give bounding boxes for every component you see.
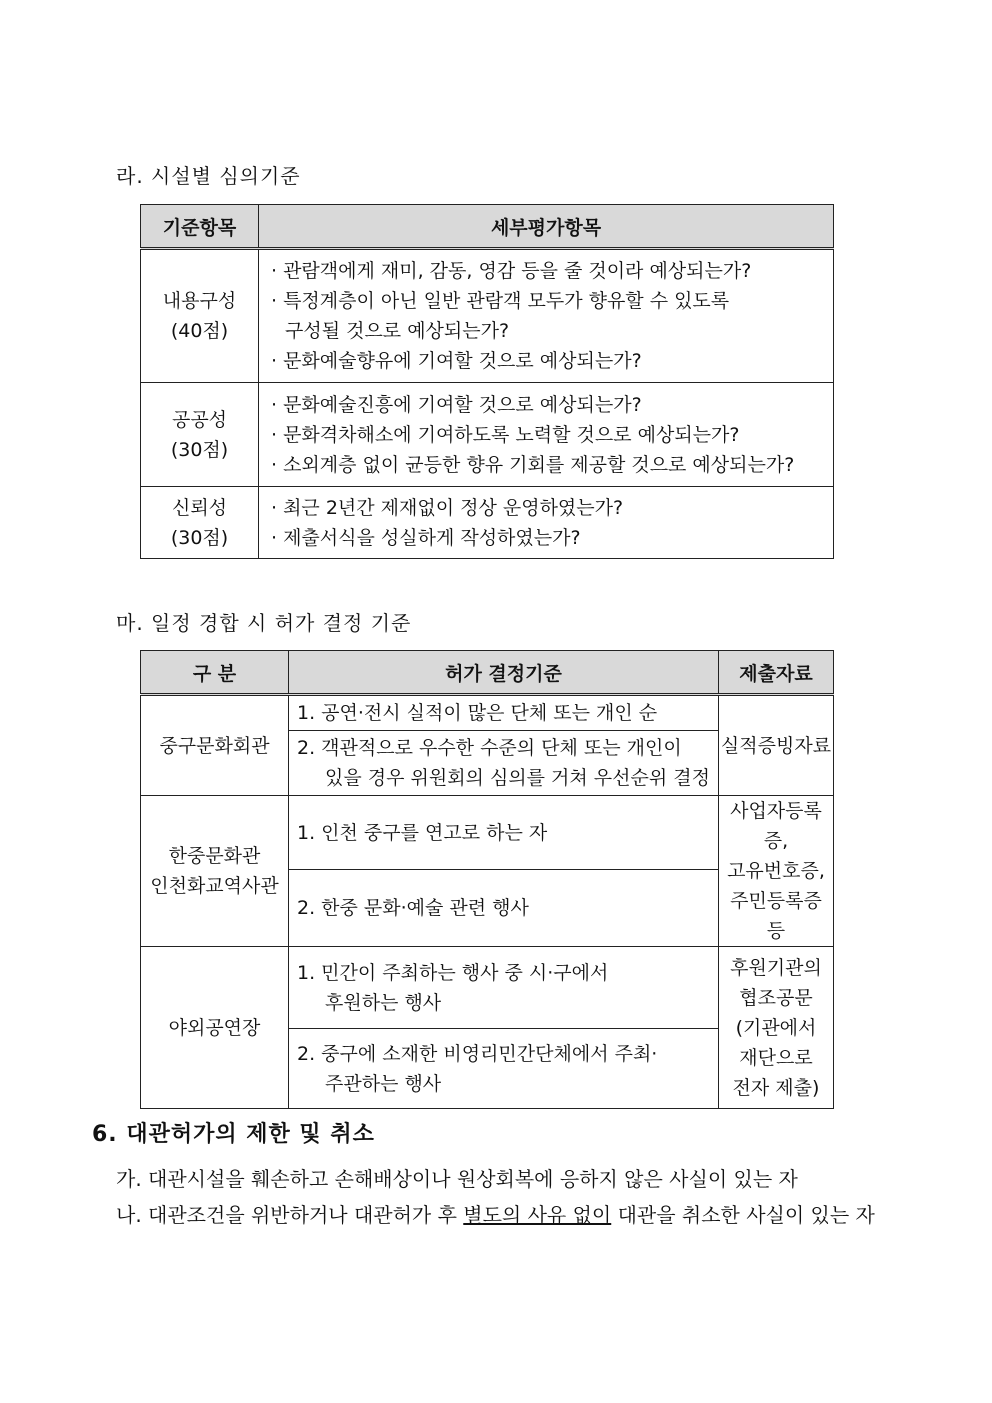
required-documents: 실적증빙자료 <box>718 695 833 796</box>
column-header: 제출자료 <box>718 651 833 695</box>
review-criteria-table <box>140 204 834 559</box>
criteria-item: 내용구성 (40점) <box>141 249 259 383</box>
decision-criterion: 2. 중구에 소재한 비영리민간단체에서 주최· 주관하는 행사 <box>289 1029 719 1109</box>
table-row <box>141 249 834 383</box>
required-documents: 후원기관의 협조공문 (기관에서 재단으로 전자 제출) <box>718 947 833 1109</box>
section-heading-6: 6. 대관허가의 제한 및 취소 <box>92 1122 375 1147</box>
paragraph-na: 나. 대관조건을 위반하거나 대관허가 후 별도의 사유 없이 대관을 취소한 사실이 있는 자 <box>116 1203 875 1227</box>
decision-criterion: 2. 객관적으로 우수한 수준의 단체 또는 개인이 있을 경우 위원회의 심의를 거쳐 우선순위 결정 <box>289 731 719 796</box>
table-row <box>141 487 834 559</box>
section-title-ra: 라. 시설별 심의기준 <box>116 164 301 188</box>
table-row <box>141 796 834 870</box>
criteria-details: · 관람객에게 재미, 감동, 영감 등을 줄 것이라 예상되는가? · 특정계층이 아닌 일반 관람객 모두가 향유할 수 있도록 구성될 것으로 예상되는가? · 문화예술향유에 기여할 것으로 예상되는가? <box>259 249 834 383</box>
required-documents: 사업자등록증, 고유번호증, 주민등록증 등 <box>718 796 833 947</box>
criteria-item: 공공성 (30점) <box>141 383 259 487</box>
section-title-ma: 마. 일정 경합 시 허가 결정 기준 <box>116 611 412 635</box>
criteria-details: · 문화예술진흥에 기여할 것으로 예상되는가? · 문화격차해소에 기여하도록 노력할 것으로 예상되는가? · 소외계층 없이 균등한 향유 기회를 제공할 것으로 예상되는가? <box>259 383 834 487</box>
column-header: 구 분 <box>141 651 289 695</box>
table-row <box>141 383 834 487</box>
underlined-text: 별도의 사유 없이 <box>463 1203 612 1227</box>
facility-name: 야외공연장 <box>141 947 289 1109</box>
table-row <box>141 947 834 1029</box>
criteria-item: 신뢰성 (30점) <box>141 487 259 559</box>
column-header: 세부평가항목 <box>259 205 834 249</box>
paragraph-ga: 가. 대관시설을 훼손하고 손해배상이나 원상회복에 응하지 않은 사실이 있는 자 <box>116 1167 798 1191</box>
facility-name: 중구문화회관 <box>141 695 289 796</box>
permit-decision-table <box>140 650 834 1109</box>
criteria-details: · 최근 2년간 제재없이 정상 운영하였는가? · 제출서식을 성실하게 작성하였는가? <box>259 487 834 559</box>
column-header: 허가 결정기준 <box>289 651 719 695</box>
decision-criterion: 1. 민간이 주최하는 행사 중 시·구에서 후원하는 행사 <box>289 947 719 1029</box>
facility-name: 한중문화관 인천화교역사관 <box>141 796 289 947</box>
decision-criterion: 1. 인천 중구를 연고로 하는 자 <box>289 796 719 870</box>
table-header-row <box>141 205 834 249</box>
table-header-row <box>141 651 834 695</box>
decision-criterion: 2. 한중 문화·예술 관련 행사 <box>289 870 719 947</box>
column-header: 기준항목 <box>141 205 259 249</box>
decision-criterion: 1. 공연·전시 실적이 많은 단체 또는 개인 순 <box>289 695 719 731</box>
table-row <box>141 695 834 731</box>
